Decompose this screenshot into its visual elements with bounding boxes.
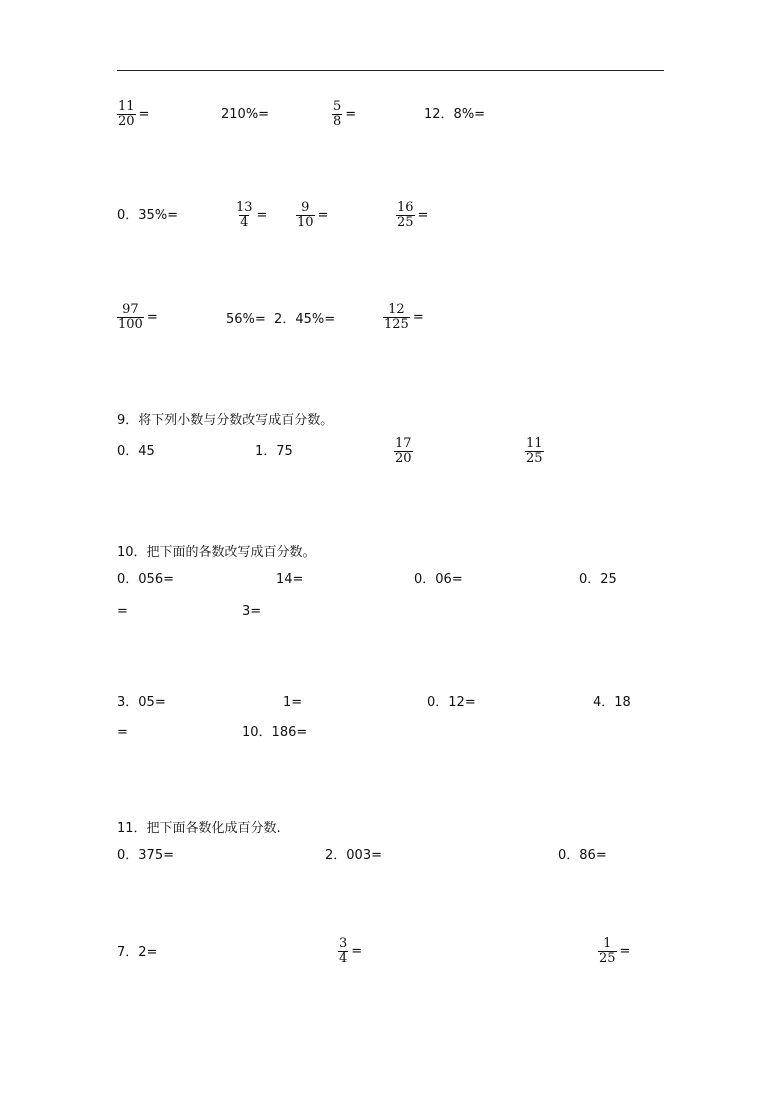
q11-expr-2-003: 2．003=: [325, 848, 382, 863]
q10-expr-1: 1=: [283, 695, 303, 710]
q10-expr-10-186: 10．186=: [242, 725, 308, 740]
q10-equals-0-25: =: [117, 604, 128, 619]
question-9-heading: 9．将下列小数与分数改写成百分数。: [117, 413, 334, 428]
fraction-5-8: $\frac{5}{8}$ =: [333, 99, 357, 129]
q9-value-0-45: 0．45: [117, 444, 155, 459]
q9-fraction-17-20: $\frac{17}{20}$: [395, 436, 412, 466]
q11-expr-7-2: 7．2=: [117, 945, 158, 960]
q10-expr-14: 14=: [276, 572, 304, 587]
fraction-11-20: $\frac{11}{20}$ =: [118, 99, 150, 129]
fraction-16-25: $\frac{16}{25}$ =: [397, 200, 429, 230]
question-10-heading: 10．把下面的各数改写成百分数。: [117, 545, 316, 560]
q10-expr-0-06: 0．06=: [414, 572, 463, 587]
expr-12-8-percent: 12．8%=: [424, 107, 486, 122]
fraction-12-125: $\frac{12}{125}$ =: [384, 302, 424, 332]
q10-expr-3: 3=: [242, 604, 262, 619]
q10-equals-4-18: =: [117, 725, 128, 740]
q10-expr-3-05: 3．05=: [117, 695, 166, 710]
q11-fraction-3-4: $\frac{3}{4}$ =: [339, 936, 363, 966]
q11-expr-0-86: 0．86=: [558, 848, 607, 863]
q9-value-1-75: 1．75: [255, 444, 293, 459]
q10-expr-4-18: 4．18: [593, 695, 631, 710]
q10-expr-0-25: 0．25: [579, 572, 617, 587]
q10-expr-0-056: 0．056=: [117, 572, 174, 587]
header-rule: [117, 70, 664, 71]
q9-fraction-11-25: $\frac{11}{25}$: [526, 436, 543, 466]
expr-56-and-2-45-percent: 56%= 2．45%=: [226, 312, 336, 327]
expr-0-35-percent: 0．35%=: [117, 208, 179, 223]
fraction-97-100: $\frac{97}{100}$ =: [118, 302, 158, 332]
expr-210-percent: 210%=: [221, 107, 270, 122]
fraction-9-10: $\frac{9}{10}$ =: [297, 200, 329, 230]
question-11-heading: 11．把下面各数化成百分数.: [117, 821, 281, 836]
q10-expr-0-12: 0．12=: [427, 695, 476, 710]
q11-fraction-1-25: $\frac{1}{25}$ =: [599, 936, 631, 966]
q11-expr-0-375: 0．375=: [117, 848, 174, 863]
fraction-13-4: $\frac{13}{4}$ =: [236, 200, 268, 230]
